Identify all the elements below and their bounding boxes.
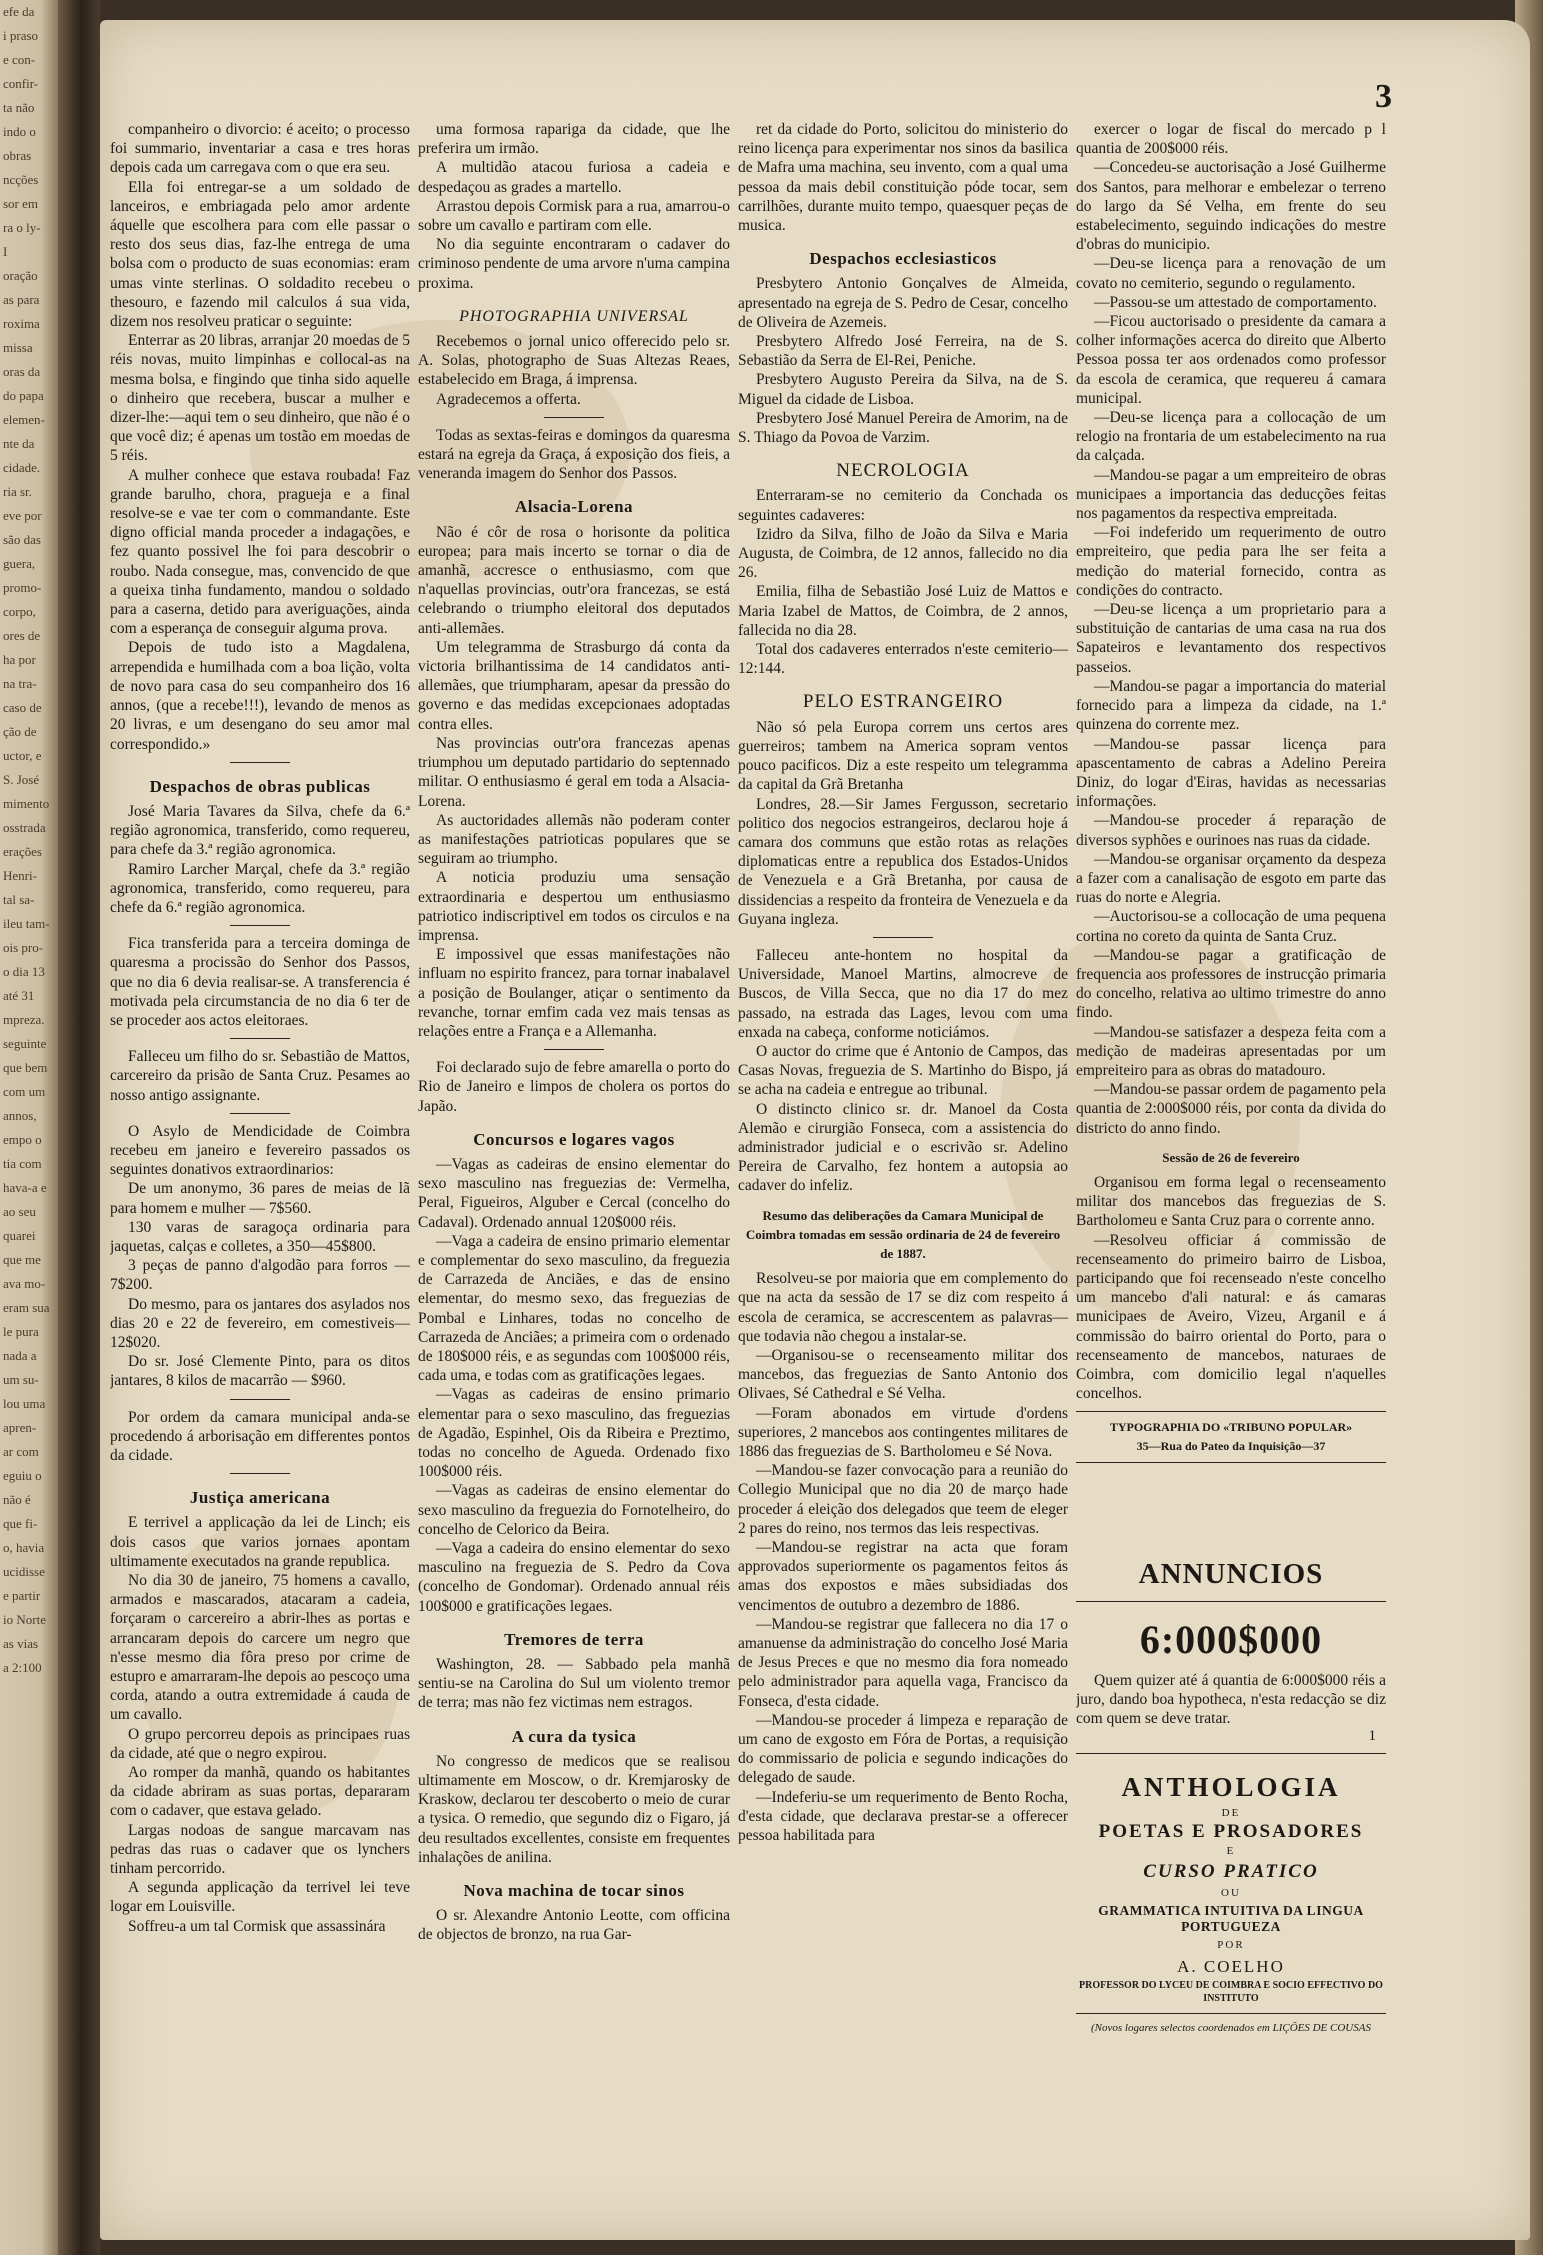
separator [873,937,933,938]
paragraph: —Vaga a cadeira de ensino primario elementar e complementar do sexo masculino, da freguezia de Carrazeda de Anciães, e das de ensino elementar, do mesmo sexo, das freguezias de Pombal e Linhares, todas no concelho de Carrazeda de Anciães; a primeira com o ordenado de 180$000 réis, e as segundas com 100$000 réis, cada uma, e todas com as gratificações legaes. [418,1232,730,1385]
section-despachos-ecclesiasticos [738,274,1068,447]
bleed-text-line: elemen- [3,412,45,427]
paragraph: Agradecemos a offerta. [436,390,581,408]
bleed-text-line: lou uma [3,1396,46,1411]
bleed-text-line: io Norte [3,1612,46,1627]
section-camara-continued [1076,120,1386,1138]
bleed-text-line: e partir [3,1588,41,1603]
separator [544,1049,604,1050]
section-asylo [110,1122,410,1391]
bleed-text-line: na tra- [3,676,37,691]
bleed-text-line: um su- [3,1372,39,1387]
annuncios-title: ANNUNCIOS [1138,1558,1324,1590]
paragraph: —Mandou-se registrar que fallecera no dia 17 o amanuense da administração do concelho José Maria de Jesus Preces e que no mesmo dia fora nomeado pelo administrador para aquella vaga, Francisco da Fonseca, d'esta cidade. [738,1615,1068,1710]
paragraph: ret da cidade do Porto, solicitou do ministerio do reino licença para experimentar nos sinos da basilica de Mafra uma machina, seu invento, com a qual uma pessoa da mais debil constituição póde tocar, sem carrilhões, durante muito tempo, quaesquer peças de musica. [738,121,1068,235]
section-quaresma [418,426,730,484]
paragraph: Presbytero Antonio Gonçalves de Almeida, apresentado na egreja de S. Pedro de Cesar, concelho de Oliveira de Azemeis. [738,275,1068,331]
separator [230,1038,290,1039]
paragraph: O grupo percorreu depois as principaes ruas da cidade, até que o negro expirou. [110,1725,410,1762]
bleed-text-line: que fi- [3,1516,38,1531]
bleed-text-line: oras da [3,364,41,379]
ad-number: 1 [1368,1728,1376,1744]
bleed-text-line: hava-a e [3,1180,47,1195]
separator [230,1399,290,1400]
heading-despachos-ecclesiasticos: Despachos ecclesiasticos [809,249,997,269]
paragraph: —Auctorisou-se a collocação de uma pequena cortina no coreto da quinta de Santa Cruz. [1076,908,1386,945]
paragraph: Fica transferida para a terceira dominga de quaresma a procissão do Senhor dos Passos, que no dia 6 devia realisar-se. A transferencia é motivada pela circumstancia de no dia 6 ter de se proceder aos actos eleitoraes. [110,935,410,1029]
paragraph: As auctoridades allemãs não poderam conter as manifestações patrioticas populares que se seguiram ao triumpho. [418,811,730,868]
book-spine [58,0,100,2255]
paragraph: Ao romper da manhã, quando os habitantes da cidade abriram as suas portas, depararam com o cadaver, que estava gelado. [110,1764,410,1820]
bleed-text-line: nte da [3,436,35,451]
paragraph: —Deu-se licença a um proprietario para a substituição de cantarias de uma casa na rua dos Sapateiros e levantamento dos respectivos passeios. [1076,601,1386,676]
paragraph: —Vagas as cadeiras de ensino elementar do sexo masculino da freguezia do Fornotelheiro, do concelho de Celorico da Beira. [418,1482,730,1538]
adjacent-page-edge [0,0,58,2255]
paragraph: exercer o logar de fiscal do mercado p l quantia de 200$000 réis. [1076,121,1386,158]
paragraph: Emilia, filha de Sebastião José Luiz de Mattos e Maria Izabel de Mattos, de Coimbra, de 2 annos, fallecida no dia 28. [738,583,1068,639]
bleed-text-line: ta não [3,100,35,115]
section-cura-tysica [418,1752,730,1867]
paragraph: A mulher conhece que estava roubada! Faz grande barulho, chora, pragueja e a final resolve-se e vae ter com o commandante. Este digno official manda proceder a indagações, e fez quanto possivel lhe foi para descobrir o roubo. Nada consegue, mas, convencido de que a queixa tinha fundamento, mandou o soldado para a caserna, detido para averiguações, ainda com a esperança de conseguir alguma prova. [110,466,410,638]
paragraph: Falleceu ante-hontem no hospital da Universidade, Manoel Martins, almocreve de Buscos, de Villa Secca, que no dia 17 do mez passado, na estrada das Lages, levou com uma enxada na cabeça, conforme noticiámos. [738,946,1068,1041]
paragraph: —Mandou-se passar ordem de pagamento pela quantia de 2:000$000 réis, por conta da divida do districto do anno findo. [1076,1081,1386,1137]
bleed-text-line: missa [3,340,33,355]
bleed-text-line: empo o [3,1132,42,1147]
anthologia-poetas: POETAS E PROSADORES [1098,1821,1364,1842]
anthologia-professor: PROFESSOR DO LYCEU DE COIMBRA E SOCIO EFFECTIVO DO INSTITUTO [1079,1980,1383,2004]
bleed-text-line: o dia 13 [3,964,45,979]
heading-cura-tysica: A cura da tysica [511,1726,637,1746]
paragraph: —Mandou-se pagar a gratificação de frequencia aos professores de instrucção primaria do concelho, relativa ao ultimo trimestre do anno findo. [1076,946,1386,1022]
bleed-text-line: i praso [3,28,39,43]
heading-pelo-estrangeiro: PELO ESTRANGEIRO [802,691,1004,713]
paragraph: —Deu-se licença para a renovação de um covato no cemiterio, segundo o regulamento. [1076,255,1386,292]
bleed-text-line: ncções [3,172,39,187]
section-photographia [418,332,730,409]
column-3 [738,120,1068,2160]
heading-justica-americana: Justiça americana [189,1488,331,1508]
paragraph: Do sr. José Clemente Pinto, para os ditos jantares, 8 kilos de macarrão — $960. [110,1353,410,1390]
separator [230,1473,290,1474]
bleed-text-line: não é [3,1492,31,1507]
bleed-text-line: as para [3,292,40,307]
heading-machina-sinos: Nova machina de tocar sinos [463,1881,685,1901]
separator [1076,1411,1386,1412]
paragraph: —Vagas as cadeiras de ensino primario elementar para o sexo masculino, das freguezias de Agadão, Espinhel, Ois da Ribeira e Preztimo, todas no concelho de Agueda. Ordenado fixo 100$000 réis. [418,1386,730,1481]
bleed-text-line: ao seu [3,1204,36,1219]
bleed-text-line: do papa [3,388,44,403]
paragraph: —Organisou-se o recenseamento militar dos mancebos, das freguezias de Santo Antonio dos Olivaes, Sé Cathedral e Sé Velha. [738,1346,1068,1403]
bleed-text-line: o, havia [3,1540,45,1555]
paragraph: —Mandou-se organisar orçamento da despeza a fazer com a canalisação de esgoto em parte das ruas do norte e Alegria. [1076,850,1386,907]
bleed-text-line: eguiu o [3,1468,42,1483]
paragraph: A noticia produziu uma sensação extraordinaria e despertou um enthusiasmo patriotico indiscriptivel em todos os circulos e na imprensa. [418,869,730,944]
paragraph: Presbytero Augusto Pereira da Silva, na de S. Miguel da cidade de Lisboa. [738,371,1068,408]
bleed-text-line: confir- [3,76,39,91]
bleed-text-line: tal sa- [3,892,35,907]
paragraph: Todas as sextas-feiras e domingos da quaresma estará na egreja da Graça, á exposição dos fieis, a veneranda imagem do Senhor dos Passos. [418,426,730,483]
section-sessao-26 [1076,1173,1386,1403]
paragraph: —Ficou auctorisado o presidente da camara a colher informações acerca do direito que Alberto Pessoa possa ter aos ordenados como professor da escola de ceramica, que requereu á camara municipal. [1076,313,1386,407]
bleed-text-line: roxima [3,316,40,331]
bleed-text-line: até 31 [3,988,35,1003]
bleed-text-line: com um [3,1084,46,1099]
bleed-text-line: apren- [3,1420,37,1435]
separator [230,1113,290,1114]
paragraph: —Mandou-se proceder á limpeza e reparação de um cano de exgosto em Fóra de Portas, a requisição do commissario de policia e segundo indicações do delegado de saude. [738,1711,1068,1787]
bleed-text-line: annos, [3,1108,37,1123]
paragraph: —Vaga a cadeira do ensino elementar do sexo masculino na freguezia de S. Pedro da Cova (concelho de Gondomar). Ordenado annual réis 100$000 e gratificações legaes. [418,1540,730,1615]
paragraph: Washington, 28. — Sabbado pela manhã sentiu-se na Carolina do Sul um violento tremor de terra; mas não fez victimas nem estragos. [418,1656,730,1712]
bleed-text-line: ha por [3,652,36,667]
typographia-line-2: 35—Rua do Pateo da Inquisição—37 [1136,1439,1326,1454]
bleed-text-line: erações [3,844,42,859]
paragraph: No dia 30 de janeiro, 75 homens a cavallo, armados e mascarados, atacaram a cadeia, forçaram o carcereiro a abrir-lhes as portas e arrancaram depois do carcere um negro que n'esse mesmo dia fôra preso por crime de estupro e amarraram-lhe depois ao pescoço uma corda, atando a outra extremidade á cauda de um cavallo. [110,1572,410,1724]
section-machina-continued [738,120,1068,235]
bleed-text-line: guera, [3,556,36,571]
bleed-text-line: tia com [3,1156,42,1171]
ad-amount: 6:000$000 [1139,1617,1323,1662]
anthologia-footnote: (Novos logares selectos coordenados em LIÇÕES DE COUSAS [1091,2022,1371,2034]
column-2 [418,120,730,2160]
paragraph: Presbytero Alfredo José Ferreira, na de S. Sebastião da Serra de El-Rei, Peniche. [738,333,1068,370]
column-4 [1076,120,1386,1630]
separator [1076,2013,1386,2014]
paragraph: Arrastou depois Cormisk para a rua, amarrou-o sobre um cavallo e partiram com elle. [418,197,730,235]
separator [1076,1601,1386,1602]
paragraph: De um anonymo, 36 pares de meias de lã para homem e mulher — 7$560. [110,1180,410,1217]
paragraph: companheiro o divorcio: é aceito; o processo foi summario, inventariar a casa e tres horas depois cada um carregava com o que era seu. [110,121,410,177]
paragraph: Londres, 28.—Sir James Fergusson, secretario politico dos negocios estrangeiros, declarou hoje á camara dos communs que estão rotas as relações diplomaticas entre a republica dos Estados-Unidos de Venezuela e a Grã Bretanha, por causa de dissidencias a respeito da fronteira de Venezuela e da Guyana ingleza. [738,795,1068,928]
paragraph: E terrivel a applicação da lei de Linch; eis dois casos que varios jornaes apontam ultimamente executados na grande republica. [110,1514,410,1570]
paragraph: O Asylo de Mendicidade de Coimbra recebeu em janeiro e fevereiro passados os seguintes donativos extraordinarios: [110,1122,410,1179]
paragraph: Depois de tudo isto a Magdalena, arrependida e humilhada com a boa lição, volta de novo para casa do seu companheiro dos 16 annos, (que a recebe!!!), levando de menos as 20 livras, e um desengano do seu amor mal correspondido.» [110,639,410,753]
heading-despachos-obras: Despachos de obras publicas [149,776,371,796]
heading-necrologia: NECROLOGIA [836,460,970,482]
paragraph: Nas provincias outr'ora francezas apenas triumphou um deputado partidario do septennado militar. O enthusiasmo é geral em toda a Alsacia-Lorena. [418,734,730,810]
bleed-text-line: eve por [3,508,42,523]
section-tremores [418,1655,730,1713]
bleed-text-line: ois pro- [3,940,44,955]
heading-resumo-camara: Resumo das deliberações da Camara Municipal de Coimbra tomadas em sessão ordinaria de 24 de fevereiro de 1887. [745,1207,1061,1261]
anthologia-curso: CURSO PRATICO [1143,1861,1319,1882]
paragraph: —Deu-se licença para a collocação de um relogio na frontaria de um estabelecimento na rua da calçada. [1076,409,1386,465]
bleed-text-line: as vias [3,1636,39,1651]
anthologia-title: ANTHOLOGIA [1121,1772,1341,1802]
bleed-text-line: efe da [3,4,35,19]
paragraph: Enterraram-se no cemiterio da Conchada os seguintes cadaveres: [738,487,1068,524]
separator [544,417,604,418]
column-1-intro [110,120,410,754]
paragraph: uma formosa rapariga da cidade, que lhe preferira um irmão. [418,121,730,158]
paragraph: O sr. Alexandre Antonio Leotte, com officina de objectos de bronzo, na rua Gar- [418,1907,730,1944]
bleed-text-line: uctor, e [3,748,42,763]
heading-concursos: Concursos e logares vagos [473,1129,675,1149]
section-falleceu [110,1047,410,1105]
bleed-text-line: promo- [3,580,42,595]
paragraph: José Maria Tavares da Silva, chefe da 6.ª região agronomica, transferido, como requereu, para chefe da 3.ª região agronomica. [110,802,410,859]
paragraph: Ella foi entregar-se a um soldado de lanceiros, e embriagada pelo amor ardente áquelle que escolhera para com elle passar o resto dos seus dias, faz-lhe entrega de uma bolsa com o producto de suas economias: eram umas vinte sterlinas. O soldadito recebeu o thesouro, e fazendo mil calculos á sua vida, dizem nos resolveu praticar o seguinte: [110,178,410,331]
bleed-text-line: S. José [3,772,40,787]
anthologia-por: POR [1217,1939,1245,1951]
paragraph: Total dos cadaveres enterrados n'este cemiterio—12:144. [738,641,1068,678]
paragraph: Não é côr de rosa o horisonte da politica europea; para mais incerto se tornar o dia de amanhã, accresce o enthusiasmo, com que n'aquellas provincias, outr'ora francezas, se está celebrando o triumpho eleitoral dos deputados anti-allemães. [418,523,730,637]
page-number: 3 [1375,78,1392,115]
paragraph: 130 varas de saragoça ordinaria para jaquetas, calças e colletes, a 350—45$800. [110,1218,410,1255]
section-arborisacao [110,1408,410,1466]
section-justica-americana [110,1513,410,1935]
paragraph: Soffreu-a um tal Cormisk que assassinára [128,1917,386,1935]
bleed-text-line: ção de [3,724,37,739]
paragraph: 3 peças de panno d'algodão para forros —7$200. [110,1257,410,1294]
bleed-text-line: cidade. [3,460,41,475]
section-despachos-obras [110,802,410,917]
heading-sessao-26: Sessão de 26 de fevereiro [1162,1149,1300,1165]
bleed-text-line: que me [3,1252,41,1267]
heading-tremores: Tremores de terra [504,1629,644,1649]
bleed-text-line: que bem [3,1060,48,1075]
paragraph: —Mandou-se pagar a um empreiteiro de obras municipaes a importancia das deducções feitas nos pagamentos da respectiva empreitada. [1076,466,1386,523]
bleed-text-line: ucidisse [3,1564,45,1579]
bleed-text-line: osstrada [3,820,46,835]
paragraph: Largas nodoas de sangue marcavam nas pedras das ruas o cadaver que os lynchers tinham percorrido. [110,1821,410,1878]
paragraph: —Mandou-se proceder á reparação de diversos syphões e ourinoes nas ruas da cidade. [1076,812,1386,849]
bleed-text-line: mimento [3,796,50,811]
bleed-text-line: ores de [3,628,41,643]
paragraph: Resolveu-se por maioria que em complemento do que na acta da sessão de 17 se diz com respeito á escola de ceramica, se accrescentem as palavras—que todavia não chegou a instalar-se. [738,1270,1068,1345]
bleed-text-line: I [3,244,8,259]
paragraph: —Foi indeferido um requerimento de outro empreiteiro, que pedia para lhe ser feita a medição do material fornecido, contra as condições do contracto. [1076,524,1386,599]
bleed-text-line: obras [3,148,32,163]
bleed-text-line: quarei [3,1228,36,1243]
separator [230,925,290,926]
section-falleceu-hospital [738,946,1068,1196]
paragraph: —Concedeu-se auctorisação a José Guilherme dos Santos, para melhorar e embelezar o terreno do largo da Sé Velha, em frente do seu estabelecimento, seguindo indicações do mestre d'obras do municipio. [1076,159,1386,254]
paragraph: No dia seguinte encontraram o cadaver do criminoso pendente de uma arvore n'uma campina proxima. [418,236,730,292]
heading-photographia: PHOTOGRAPHIA UNIVERSAL [459,307,689,325]
bleed-text-line: corpo, [3,604,36,619]
paragraph: Organisou em forma legal o recenseamento militar dos mancebos das freguezias de S. Bartholomeu e Santa Cruz para o corrente anno. [1076,1173,1386,1230]
bleed-text-line: eram sua [3,1300,50,1315]
bleed-text-line: Henri- [3,868,37,883]
ad-text: Quem quizer até á quantia de 6:000$000 réis a juro, dando boa hypotheca, n'esta redacção se diz com quem se deve tratar. [1076,1672,1386,1727]
paragraph: —Mandou-se pagar a importancia do material fornecido para a limpeza da cidade, na 1.ª quinzena do corrente mez. [1076,677,1386,734]
bleed-text-line: ria sr. [3,484,32,499]
anthologia-e: E [1226,1845,1236,1857]
section-alsacia-lorena [418,523,730,1041]
bleed-text-line: seguinte [3,1036,47,1051]
anthologia-author: A. COELHO [1177,1957,1285,1976]
bleed-text-line: ra o ly- [3,220,41,235]
paragraph: A segunda applicação da terrivel lei teve logar em Louisville. [110,1879,410,1916]
paragraph: —Passou-se um attestado de comportamento. [1094,293,1377,311]
paragraph: Por ordem da camara municipal anda-se procedendo á arborisação em differentes pontos da cidade. [110,1408,410,1464]
section-continued [418,120,730,293]
bleed-text-line: nada a [3,1348,37,1363]
paragraph: —Mandou-se passar licença para apascentamento de cabras a Adelino Pereira Diniz, do logar d'Eiras, havidas as necessarias informações. [1076,735,1386,811]
paragraph: Foi declarado sujo de febre amarella o porto do Rio de Janeiro e limpos de cholera os portos do Japão. [418,1059,730,1115]
paragraph: Falleceu um filho do sr. Sebastião de Mattos, carcereiro da prisão de Santa Cruz. Pesames ao nosso antigo assignante. [110,1048,410,1104]
typographia-line-1: TYPOGRAPHIA DO «TRIBUNO POPULAR» [1109,1420,1353,1435]
annuncios-section [1076,1550,1386,2110]
paragraph: Ramiro Larcher Marçal, chefe da 3.ª região agronomica, transferido, como requereu, para chefe da 6.ª região agronomica. [110,860,410,916]
paragraph: Um telegramma de Strasburgo dá conta da victoria brilhantissima de 14 candidatos anti-allemães, que triumpharam, apesar da pressão do governo e das medidas excepcionaes adoptadas contra elles. [418,638,730,733]
paragraph: —Resolveu officiar á commissão de recenseamento do primeiro bairro de Lisboa, participando que foi recenseado n'este concelho um mancebo d'ali natural: e ás camaras municipaes de Aveiro, Vizeu, Arganil e á commissão do bairro oriental do Porto, para o recenseamento de mancebos, naturaes de Coimbra, com domicilio legal n'aquelles concelhos. [1076,1231,1386,1403]
bleed-text-line: a 2:100 [3,1660,42,1675]
separator [1076,1462,1386,1463]
separator [1076,1753,1386,1754]
bleed-text-line: oração [3,268,38,283]
bleed-text-line: caso de [3,700,42,715]
section-febre-amarella [418,1058,730,1116]
paragraph: —Foram abonados em virtude d'ordens superiores, 2 mancebos aos contingentes militares de 1886 das freguezias de S. Bartholomeu e Sé Nova. [738,1404,1068,1460]
paragraph: Presbytero José Manuel Pereira de Amorim, na de S. Thiago da Povoa de Varzim. [738,409,1068,447]
bleed-text-line: ileu tam- [3,916,50,931]
paragraph: —Indeferiu-se um requerimento de Bento Rocha, d'esta cidade, que declarava prestar-se a offerecer pessoa habilitada para [738,1788,1068,1845]
paragraph: —Mandou-se registrar na acta que foram approvados superiormente os pagamentos feitos ás amas dos expostos e mães subsidiadas dos vencimentos de outubro a dezembro de 1886. [738,1539,1068,1614]
paragraph: No congresso de medicos que se realisou ultimamente em Moscow, o dr. Kremjarosky de Kraskow, declarou ter descoberto o meio de curar a tysica. O remedio, que segundo diz o Figaro, já deu resultados excellentes, consiste em frequentes inhalações de anilina. [418,1752,730,1866]
section-resumo-camara [738,1269,1068,1845]
bleed-text-line: sor em [3,196,39,211]
paragraph: Izidro da Silva, filho de João da Silva e Maria Augusta, de Coimbra, de 12 annos, fallecido no dia 26. [738,525,1068,582]
bleed-text-line: ar com [3,1444,39,1459]
paragraph: —Vagas as cadeiras de ensino elementar do sexo masculino nas freguezias de: Vermelha, Peral, Figueiros, Alguber e Cercal (concelho do Cadaval). Ordenado annual 120$000 réis. [418,1155,730,1231]
section-pelo-estrangeiro [738,718,1068,929]
paragraph: —Mandou-se fazer convocação para a reunião do Collegio Municipal que no dia 20 de março hade proceder á eleição dos delegados que teem de eleger 2 pares do reino, nos termos das leis respectivas. [738,1462,1068,1537]
paragraph: E impossivel que essas manifestações não influam no espirito francez, para tornar inabalavel a posição de Boulanger, atiçar o sentimento da revanche, tornar emfim cada vez mais tensas as relações entre a França e a Allemanha. [418,946,730,1040]
paragraph: O distincto clinico sr. dr. Manoel da Costa Alemão e cirurgião Fonseca, com a assistencia do administrador judicial e o escrivão sr. Adelino Pereira de Carvalho, fez hontem a autopsia ao cadaver do infeliz. [738,1100,1068,1195]
bleed-text-line: le pura [3,1324,39,1339]
paragraph: —Mandou-se satisfazer a despeza feita com a medição de madeiras apresentadas por um empreiteiro para as obras do matadouro. [1076,1023,1386,1079]
section-procissao [110,934,410,1030]
section-necrologia [738,486,1068,678]
paragraph: Recebemos o jornal unico offerecido pelo sr. A. Solas, photographo de Suas Altezas Reaes, estabelecido em Braga, á imprensa. [418,333,730,389]
paragraph: Enterrar as 20 libras, arranjar 20 moedas de 5 réis novas, muito limpinhas e collocal-as na mesma bolsa, e fingindo que tinha sido aquelle o dinheiro que recebera, buscar a mulher e dizer-lhe:—aqui tem o seu dinheiro, que não é o que você diz; é apenas um tostão em moedas de 5 réis. [110,332,410,465]
bleed-text-line: são das [3,532,41,547]
paragraph: A multidão atacou furiosa a cadeia e despedaçou as grades a martello. [418,159,730,196]
separator [230,762,290,763]
section-machina-sinos [418,1906,730,1944]
anthologia-ou: OU [1221,1887,1241,1899]
section-concursos [418,1155,730,1616]
heading-alsacia-lorena: Alsacia-Lorena [514,497,634,517]
bleed-text-line: e con- [3,52,36,67]
bleed-text-line: ava mo- [3,1276,46,1291]
anthologia-grammatica: GRAMMATICA INTUITIVA DA LINGUA PORTUGUEZA [1098,1903,1364,1934]
paragraph: Não só pela Europa correm uns certos ares guerreiros; tambem na America sopram ventos pouco pacificos. Diz a este respeito um telegramma da capital da Grã Bretanha [738,718,1068,794]
bleed-text-line: mpreza. [3,1012,45,1027]
paragraph: O auctor do crime que é Antonio de Campos, das Casas Novas, freguezia de S. Martinho do Bispo, já se acha na cadeia e entregue ao tribunal. [738,1042,1068,1099]
anthologia-de: DE [1221,1807,1241,1819]
bleed-text-line: indo o [3,124,36,139]
paragraph: Do mesmo, para os jantares dos asylados nos dias 20 e 22 de fevereiro, em comestiveis—12$020. [110,1295,410,1351]
column-1 [110,120,410,2150]
